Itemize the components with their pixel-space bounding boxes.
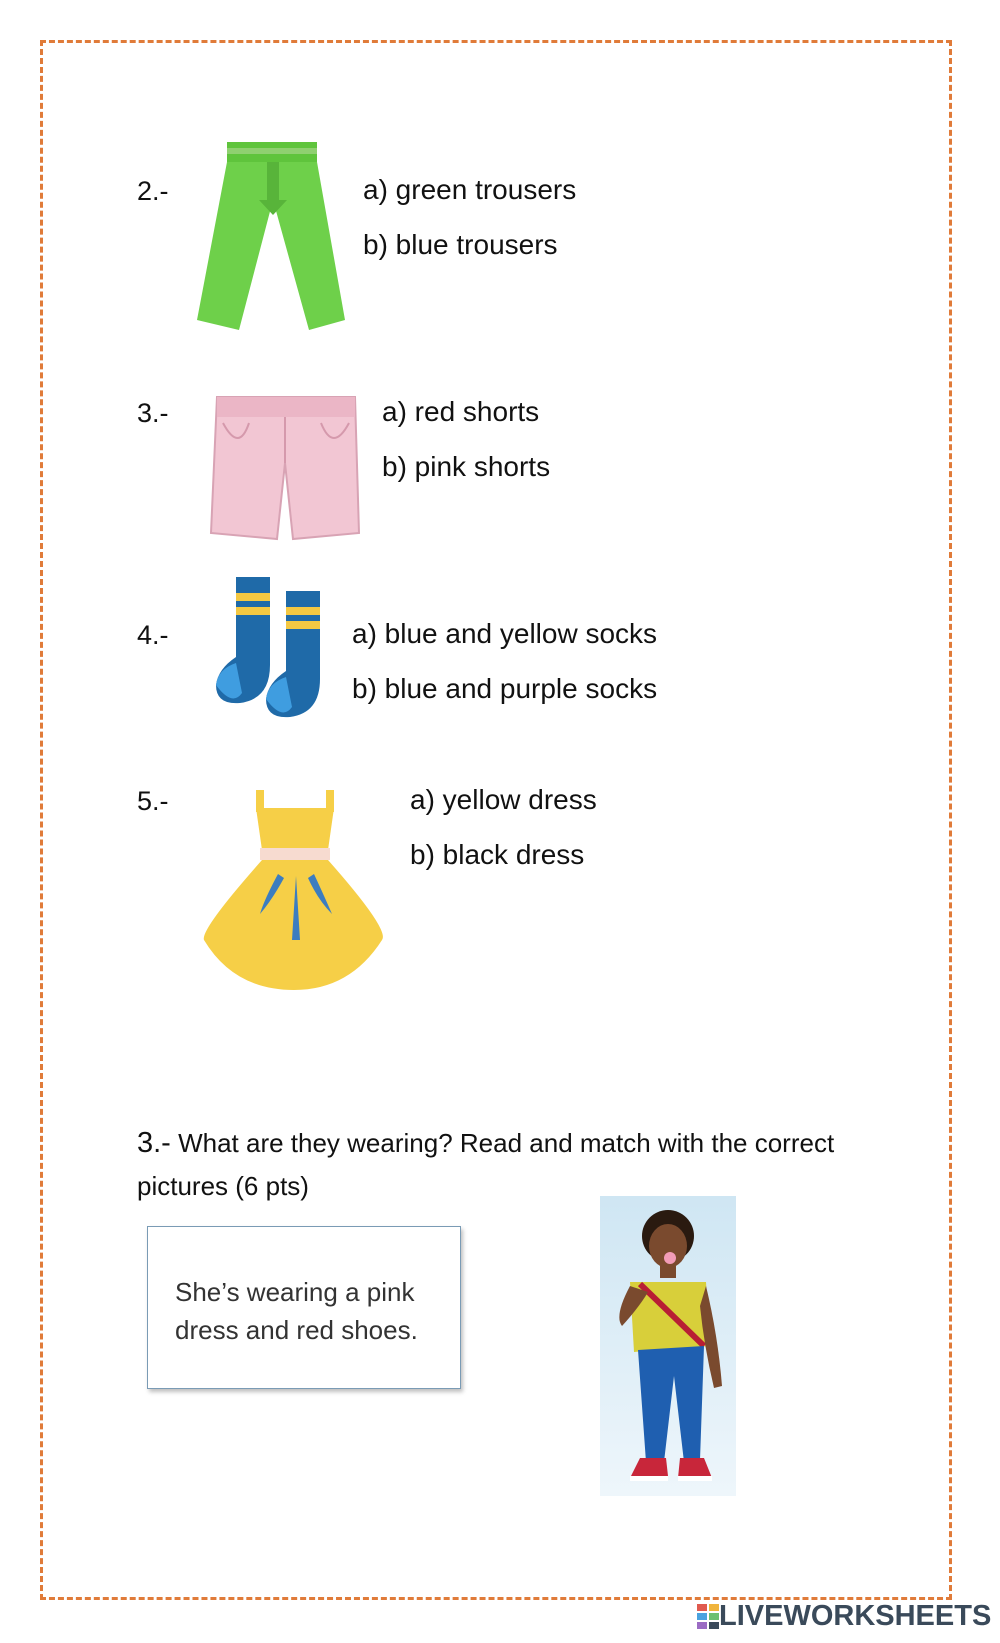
green-trousers-image (197, 140, 353, 340)
match-card-text: She’s wearing a pink dress and red shoes. (175, 1277, 418, 1345)
question-option[interactable]: b) blue trousers (363, 229, 558, 260)
pink-shorts-image (209, 393, 361, 541)
liveworksheets-logo (697, 1600, 991, 1633)
question-option[interactable]: a) red shorts (382, 396, 540, 427)
question-option[interactable]: b) blue and purple socks (352, 673, 658, 704)
question-option[interactable]: a) yellow dress (410, 784, 597, 815)
question-option[interactable]: a) green trousers (363, 174, 577, 205)
question-number: 4.- (137, 620, 169, 650)
yellow-dress-image (200, 790, 390, 990)
section-instruction: What are they wearing? Read and match with the correct pictures (6 pts) (137, 1128, 835, 1201)
logo-text: LIVEWORKSHEETS (719, 1600, 992, 1632)
question-number: 3.- (137, 398, 169, 428)
question-option[interactable]: b) black dress (410, 839, 585, 870)
question-option[interactable]: b) pink shorts (382, 451, 551, 482)
match-text-card[interactable] (147, 1226, 461, 1389)
boy-picture[interactable] (600, 1196, 736, 1496)
question-number: 5.- (137, 786, 169, 816)
section-number: 3.- (137, 1127, 171, 1159)
blue-yellow-socks-image (212, 573, 330, 719)
question-option[interactable]: a) blue and yellow socks (352, 618, 658, 649)
question-number: 2.- (137, 176, 169, 206)
logo-icon (697, 1604, 719, 1630)
